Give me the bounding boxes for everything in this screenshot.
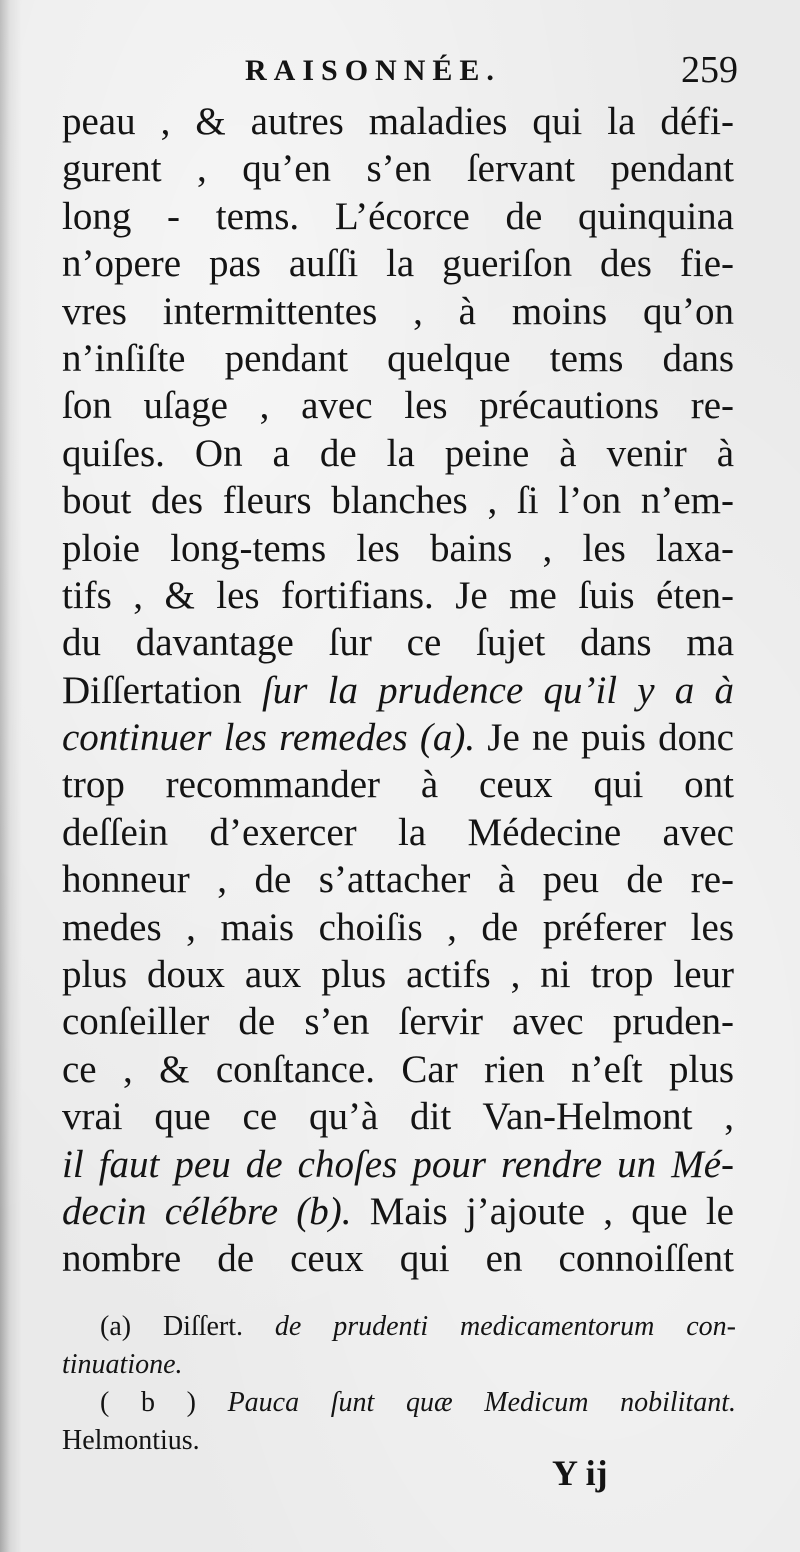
footnotes (62, 1308, 736, 1460)
text-line: vrai que ce qu’à dit Van-Helmont , (62, 1095, 734, 1139)
text-line: tifs , & les fortifians. Je me ſuis éten- (62, 573, 734, 617)
text-line: honneur , de s’attacher à peu de re- (62, 858, 734, 902)
text-line: ploie long-tems les bains , les laxa- (62, 526, 734, 570)
italic-title: continuer les remedes (a). (62, 716, 476, 760)
text-line: trop recommander à ceux qui ont (62, 763, 734, 807)
text-line: plus doux aux plus actifs , ni trop leur (62, 953, 734, 997)
text-line: peau , & autres maladies qui la défi- (62, 100, 734, 143)
text-line: decin célébre (b). Mais j’ajoute , que le (62, 1189, 734, 1233)
text-line: ce , & conſtance. Car rien n’eſt plus (62, 1047, 734, 1091)
page-header (60, 44, 740, 104)
footnote-a-cont: tinuatione. (62, 1349, 183, 1380)
body-text (62, 98, 734, 1283)
text-line: nombre de ceux qui en connoiſſent (62, 1237, 734, 1281)
running-head: RAISONNÉE. (245, 54, 501, 87)
text-line-quote: il faut peu de choſes pour rendre un Mé- (62, 1142, 734, 1186)
italic-title: ſur la prudence qu’il y a à (261, 668, 734, 712)
footnote-b-cont: Helmontius. (62, 1425, 200, 1456)
footnote-a: (a) Diſſert. de prudenti medicamentorum con- (100, 1311, 736, 1342)
text-line: bout des fleurs blanches , ſi l’on n’em- (62, 479, 734, 523)
text-line: continuer les remedes (a). Je ne puis donc (62, 716, 734, 760)
italic-quote: decin célébre (b). (62, 1189, 352, 1233)
text-line: n’inſiſte pendant quelque tems dans (62, 336, 734, 380)
footnote-b: ( b ) Pauca ſunt quæ Medicum nobilitant. (100, 1387, 736, 1418)
text-line: gurent , qu’en s’en ſervant pendant (62, 147, 734, 191)
text-line: n’opere pas auſſi la gueriſon des fie- (62, 242, 734, 286)
text-line: conſeiller de s’en ſervir avec pruden- (62, 1000, 734, 1044)
text-line: ſon uſage , avec les précautions re- (62, 384, 734, 428)
page-number: 259 (681, 49, 738, 91)
text-line: Diſſertation ſur la prudence qu’il y a à (62, 668, 734, 712)
text-line: medes , mais choiſis , de préferer les (62, 905, 734, 949)
text-line: du davantage ſur ce ſujet dans ma (62, 621, 734, 665)
signature-mark: Y ij (552, 1453, 608, 1493)
text-line: long - tems. L’écorce de quinquina (62, 194, 734, 238)
text-line: quiſes. On a de la peine à venir à (62, 431, 734, 475)
text-line: vres intermittentes , à moins qu’on (62, 289, 734, 333)
text-line: deſſein d’exercer la Médecine avec (62, 810, 734, 854)
